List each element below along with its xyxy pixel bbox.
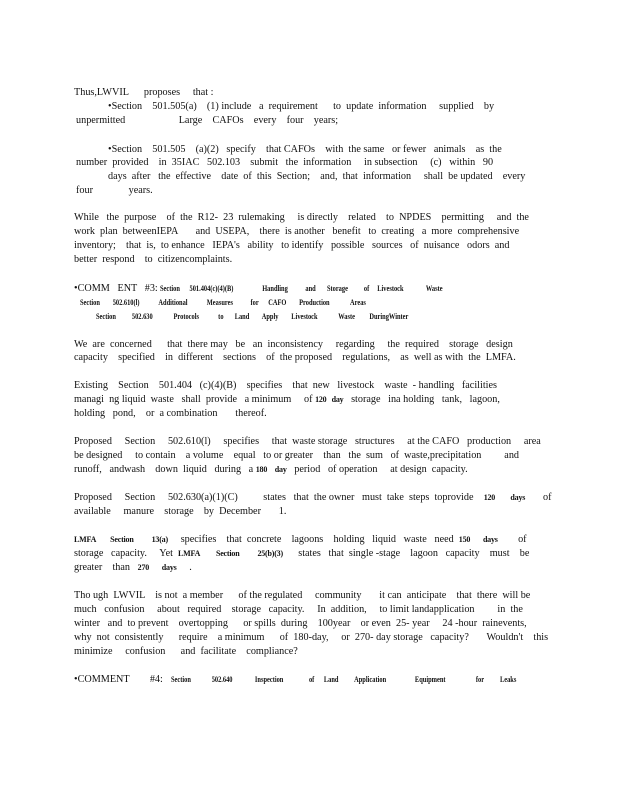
para-7-line-2: much confusion about required storage capacity. In addition, to limit landapplication in the xyxy=(74,604,523,615)
para-3-line-2-text-a: managi ng liquid waste shall provide a minimum of xyxy=(74,394,316,405)
para-7-line-3: winter and to prevent overtopping or spills during 100year or even 25- year 24 -hour rainevents, xyxy=(74,618,527,629)
comment-3-heading-line-2 xyxy=(80,296,550,309)
comment-4-heading xyxy=(74,673,544,686)
para-5-value-120: 120 xyxy=(483,493,496,502)
comment-3-heading-line-1 xyxy=(74,282,544,295)
para-2-line-2: capacity specified in different sections of the proposed regulations, as well as with the LMFA. xyxy=(74,352,516,363)
para-4-line-3 xyxy=(74,463,544,476)
comment-3-heading-line-3 xyxy=(96,310,566,323)
para-7-line-1: Tho ugh LWVIL is not a member of the regulated community it can anticipate that there will be xyxy=(74,590,531,601)
para-4-gap xyxy=(267,464,275,475)
para-3-line-3: holding pond, or a combination thereof. xyxy=(74,408,267,419)
para-6-section-2: Section xyxy=(199,549,240,558)
comment-3-section-3: Section 502.630 Protocols to Land Apply Livestock Waste DuringWinter xyxy=(96,312,409,321)
para-1-line-2: work plan betweenIEPA and USEPA, there is another benefit to creating a more comprehensive xyxy=(74,226,520,237)
intro-line: Thus,LWVIL proposes that : xyxy=(74,87,214,98)
para-6-section-ref: 13(a) xyxy=(133,535,168,544)
bullet-2-line-4: four years. xyxy=(76,185,153,196)
para-6-unit-days: days xyxy=(482,535,498,544)
bullet-2-line-3: days after the effective date of this Section; and, that information shall be updated every xyxy=(108,171,526,182)
para-6-line-1-tail: of xyxy=(497,534,527,545)
para-1-line-1: While the purpose of the R12- 23 rulemaking is directly related to NPDES permitting and the xyxy=(74,212,529,223)
para-4-line-1: Proposed Section 502.610(l) specifies that waste storage structures at the CAFO production area xyxy=(74,436,541,447)
para-6-line-2-text-b: states that single -stage lagoon capacity must be xyxy=(282,548,530,559)
comment-4-label: •COMMENT #4: xyxy=(74,674,163,685)
comment-4-section: Section 502.640 Inspection of Land Application Equipment for Leaks xyxy=(170,675,516,684)
para-3-value-120: 120 xyxy=(315,395,327,404)
para-6-value-150: 150 xyxy=(458,535,471,544)
para-7-line-5: minimize confusion and facilitate compliance? xyxy=(74,646,298,657)
para-6-lmfa-2: LMFA xyxy=(178,549,200,558)
comment-3-label: •COMM ENT #3: xyxy=(74,283,158,294)
para-2-line-1: We are concerned that there may be an inconsistency regarding the required storage design xyxy=(74,339,513,350)
para-6-line-1 xyxy=(74,533,544,546)
comment-3-section-1: Section 501.404(c)(4)(B) Handling and Storage of Livestock Waste xyxy=(160,284,443,293)
para-4-value-180: 180 xyxy=(255,465,268,474)
para-6-line-2 xyxy=(74,547,544,560)
para-4-unit-day: day xyxy=(274,465,287,474)
para-5-line-1 xyxy=(74,491,552,504)
para-6-value-270: 270 xyxy=(137,563,150,572)
bullet-1-line-2: unpermitted Large CAFOs every four years; xyxy=(76,115,339,126)
bullet-2-line-2: number provided in 35IAC 502.103 submit the information in subsection (c) within 90 xyxy=(76,157,494,168)
para-3-unit-day: day xyxy=(331,395,344,404)
para-1-line-4: better respond to citizencomplaints. xyxy=(74,254,233,265)
para-3-line-2 xyxy=(74,393,544,406)
comment-3-section-2: Section 502.610(l) Additional Measures for CAFO Production Areas xyxy=(80,298,366,307)
para-6-section: Section xyxy=(95,535,134,544)
para-7-line-4: why not consistently require a minimum of 180-day, or 270- day storage capacity? Wouldn't this xyxy=(74,632,549,643)
para-1-line-3: inventory; that is, to enhance IEPA's ability to identify possible sources of nuisance odors and xyxy=(74,240,510,251)
para-3-line-1: Existing Section 501.404 (c)(4)(B) specifies that new livestock waste - handling facilities xyxy=(74,380,497,391)
para-6-line-2-text-a: storage capacity. Yet xyxy=(74,548,179,559)
para-5-line-1-text-b: of xyxy=(525,492,552,503)
bullet-1-line-1: •Section 501.505(a) (1) include a requirement to update information supplied by xyxy=(108,101,495,112)
para-4-line-2: be designed to contain a volume equal to or greater than the sum of waste,precipitation and xyxy=(74,450,520,461)
para-5-line-1-text-a: Proposed Section 502.630(a)(1)(C) states that the owner must take steps toprovide xyxy=(74,492,484,503)
para-6-gap-1 xyxy=(470,534,483,545)
para-6-unit-days-3: days xyxy=(161,563,177,572)
para-6-line-3-text-a: greater than xyxy=(74,562,138,573)
para-4-line-3-text-b: period of operation at design capacity. xyxy=(286,464,468,475)
para-6-line-3-tail: . xyxy=(176,562,192,573)
para-6-gap-3 xyxy=(149,562,162,573)
para-5-gap xyxy=(495,492,510,503)
para-6-section-ref-2: 25(b)(3) xyxy=(239,549,283,558)
para-5-unit-days: days xyxy=(510,493,526,502)
para-6-line-1-text: specifies that concrete lagoons holding liquid waste need xyxy=(167,534,459,545)
para-4-line-3-text-a: runoff, andwash down liquid during a xyxy=(74,464,256,475)
para-5-line-2: available manure storage by December 1. xyxy=(74,506,287,517)
bullet-2-line-1: •Section 501.505 (a)(2) specify that CAFOs with the same or fewer animals as the xyxy=(108,144,502,155)
para-6-line-3 xyxy=(74,561,544,574)
para-6-lmfa: LMFA xyxy=(74,535,96,544)
para-3-line-2-text-b: storage ina holding tank, lagoon, xyxy=(343,394,500,405)
